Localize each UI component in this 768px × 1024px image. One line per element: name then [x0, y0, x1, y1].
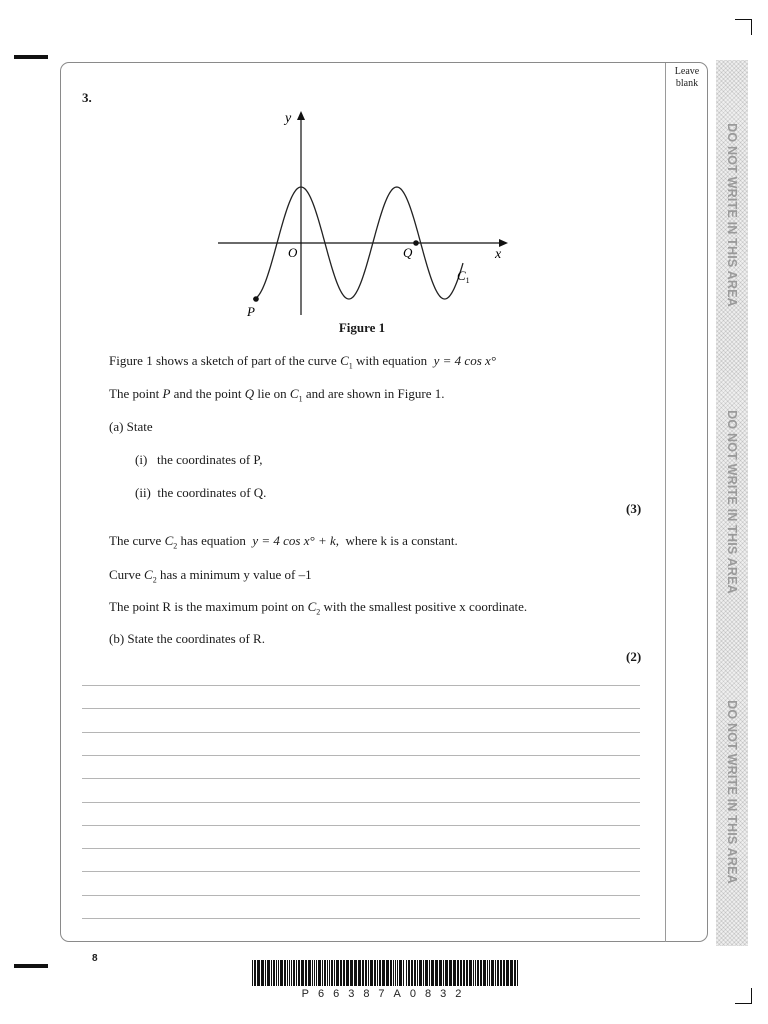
- barcode-bar: [365, 960, 367, 986]
- answer-line[interactable]: [82, 708, 640, 709]
- crop-mark-top-v: [751, 19, 752, 35]
- barcode-bar: [514, 960, 516, 986]
- barcode-bar: [435, 960, 438, 986]
- barcode-bar: [318, 960, 321, 986]
- leave-blank-column-divider: [665, 63, 666, 942]
- barcode-bar: [423, 960, 424, 986]
- barcode-bar: [506, 960, 509, 986]
- barcode-bar: [276, 960, 277, 986]
- barcode-bar: [414, 960, 416, 986]
- points-line: The point P and the point Q lie on $C_1$ and are shown in Figure 1.: [109, 386, 445, 404]
- barcode-bar: [284, 960, 286, 986]
- r-definition-line: The point R is the maximum point on $C_2$ with the smallest positive x coordinate.: [109, 599, 528, 617]
- barcode-bar: [466, 960, 468, 986]
- barcode-bar: [316, 960, 317, 986]
- answer-line[interactable]: [82, 802, 640, 803]
- barcode-bar: [271, 960, 272, 986]
- crop-mark-bottom-h: [735, 1003, 751, 1004]
- barcode-bar: [298, 960, 300, 986]
- answer-line[interactable]: [82, 755, 640, 756]
- barcode-bar: [399, 960, 402, 986]
- barcode-bar: [469, 960, 472, 986]
- answer-line[interactable]: [82, 895, 640, 896]
- barcode-bar: [487, 960, 488, 986]
- barcode-bar: [480, 960, 482, 986]
- barcode-text: P66387A0832: [301, 988, 471, 1000]
- barcode-bar: [343, 960, 345, 986]
- barcode-bar: [257, 960, 260, 986]
- barcode-bar: [350, 960, 353, 986]
- point-q-marker: [413, 240, 419, 246]
- point-q-label: Q: [403, 245, 413, 260]
- barcode-bar: [358, 960, 361, 986]
- barcode-bar: [254, 960, 256, 986]
- barcode-bar: [517, 960, 518, 986]
- barcode-bar: [312, 960, 313, 986]
- barcode-bar: [374, 960, 376, 986]
- barcode-bar: [449, 960, 452, 986]
- origin-label: O: [288, 245, 298, 260]
- curve-c1-label: $C_1$: [457, 268, 470, 285]
- barcode-bar: [473, 960, 474, 986]
- answer-line[interactable]: [82, 871, 640, 872]
- equation-c2: y = 4 cos x° + k,: [252, 533, 339, 548]
- answer-line[interactable]: [82, 918, 640, 919]
- barcode-bar: [331, 960, 333, 986]
- barcode-bar: [278, 960, 279, 986]
- crop-mark-top-h: [735, 19, 751, 20]
- part-b: (b) State the coordinates of R.: [109, 631, 265, 646]
- barcode-bar: [261, 960, 264, 986]
- barcode-bar: [500, 960, 502, 986]
- barcode-bar: [425, 960, 428, 986]
- barcode-bar: [287, 960, 288, 986]
- intro-line: Figure 1 shows a sketch of part of the curve $C_1$ with equation y = 4 cos x°: [109, 353, 496, 371]
- figure-1-sketch: [210, 104, 520, 319]
- barcode-bar: [483, 960, 486, 986]
- barcode-bar: [397, 960, 398, 986]
- point-p-marker: [253, 296, 259, 302]
- barcode-bar: [379, 960, 381, 986]
- y-axis-label: y: [285, 111, 292, 126]
- barcode-bar: [439, 960, 442, 986]
- c2-minimum-line: Curve $C_2$ has a minimum y value of –1: [109, 567, 312, 585]
- part-a-i: (i) the coordinates of P,: [135, 452, 263, 467]
- barcode-bar: [417, 960, 418, 986]
- barcode-bar: [489, 960, 490, 986]
- barcode-bar: [429, 960, 430, 986]
- barcode-bar: [291, 960, 292, 986]
- barcode-bar: [301, 960, 304, 986]
- barcode-bar: [475, 960, 476, 986]
- barcode-bar: [419, 960, 422, 986]
- barcode-bar: [393, 960, 394, 986]
- barcode-bar: [322, 960, 323, 986]
- x-axis-label: x: [495, 247, 502, 262]
- point-p-label: P: [247, 304, 255, 319]
- marks-part-a: (3): [626, 501, 642, 516]
- figure-caption: Figure 1: [338, 320, 386, 335]
- barcode-bar: [503, 960, 505, 986]
- barcode-bar: [273, 960, 275, 986]
- barcode-bar: [336, 960, 339, 986]
- barcode-bar: [370, 960, 373, 986]
- barcode-bar: [289, 960, 290, 986]
- marks-part-b: (2): [626, 649, 642, 664]
- leave-blank-label: Leave blank: [674, 66, 700, 89]
- barcode-bar: [445, 960, 448, 986]
- barcode-bar: [324, 960, 326, 986]
- barcode-bar: [346, 960, 349, 986]
- barcode-bar: [497, 960, 499, 986]
- barcode-bar: [340, 960, 342, 986]
- barcode-bar: [293, 960, 295, 986]
- barcode-bar: [252, 960, 253, 986]
- barcode-bar: [408, 960, 410, 986]
- barcode-bar: [403, 960, 404, 986]
- barcode-bar: [453, 960, 456, 986]
- barcode-bar: [457, 960, 459, 986]
- answer-line[interactable]: [82, 848, 640, 849]
- part-a-heading: (a) State: [109, 419, 153, 434]
- answer-line[interactable]: [82, 732, 640, 733]
- barcode: [252, 960, 520, 986]
- barcode-bar: [265, 960, 266, 986]
- barcode-bar: [267, 960, 270, 986]
- barcode-bar: [411, 960, 413, 986]
- answer-line[interactable]: [82, 825, 640, 826]
- barcode-bar: [354, 960, 357, 986]
- barcode-bar: [296, 960, 297, 986]
- answer-line[interactable]: [82, 778, 640, 779]
- barcode-bar: [377, 960, 378, 986]
- y-axis-arrow: [297, 111, 305, 120]
- barcode-bar: [305, 960, 307, 986]
- barcode-bar: [308, 960, 311, 986]
- barcode-bar: [362, 960, 364, 986]
- barcode-bar: [460, 960, 462, 986]
- barcode-bar: [443, 960, 444, 986]
- barcode-bar: [382, 960, 385, 986]
- barcode-bar: [280, 960, 283, 986]
- barcode-bar: [386, 960, 389, 986]
- barcode-bar: [491, 960, 494, 986]
- barcode-bar: [334, 960, 335, 986]
- page-number: 8: [92, 953, 98, 964]
- registration-mark-top: [14, 55, 48, 59]
- barcode-bar: [314, 960, 315, 986]
- barcode-bar: [477, 960, 479, 986]
- registration-mark-bottom: [14, 964, 48, 968]
- barcode-bar: [327, 960, 328, 986]
- barcode-bar: [495, 960, 496, 986]
- barcode-bar: [390, 960, 392, 986]
- x-axis-arrow: [499, 239, 508, 247]
- c2-equation-line: The curve $C_2$ has equation y = 4 cos x° + k, where k is a constant.: [109, 533, 458, 551]
- barcode-bar: [329, 960, 330, 986]
- barcode-bar: [463, 960, 465, 986]
- question-number: 3.: [82, 90, 92, 105]
- barcode-bar: [368, 960, 369, 986]
- equation-c1: y = 4 cos x°: [433, 353, 496, 368]
- barcode-bar: [395, 960, 396, 986]
- barcode-bar: [431, 960, 434, 986]
- crop-mark-bottom-v: [751, 988, 752, 1004]
- part-a-ii: (ii) the coordinates of Q.: [135, 485, 267, 500]
- barcode-bar: [510, 960, 513, 986]
- barcode-bar: [406, 960, 407, 986]
- answer-line[interactable]: [82, 685, 640, 686]
